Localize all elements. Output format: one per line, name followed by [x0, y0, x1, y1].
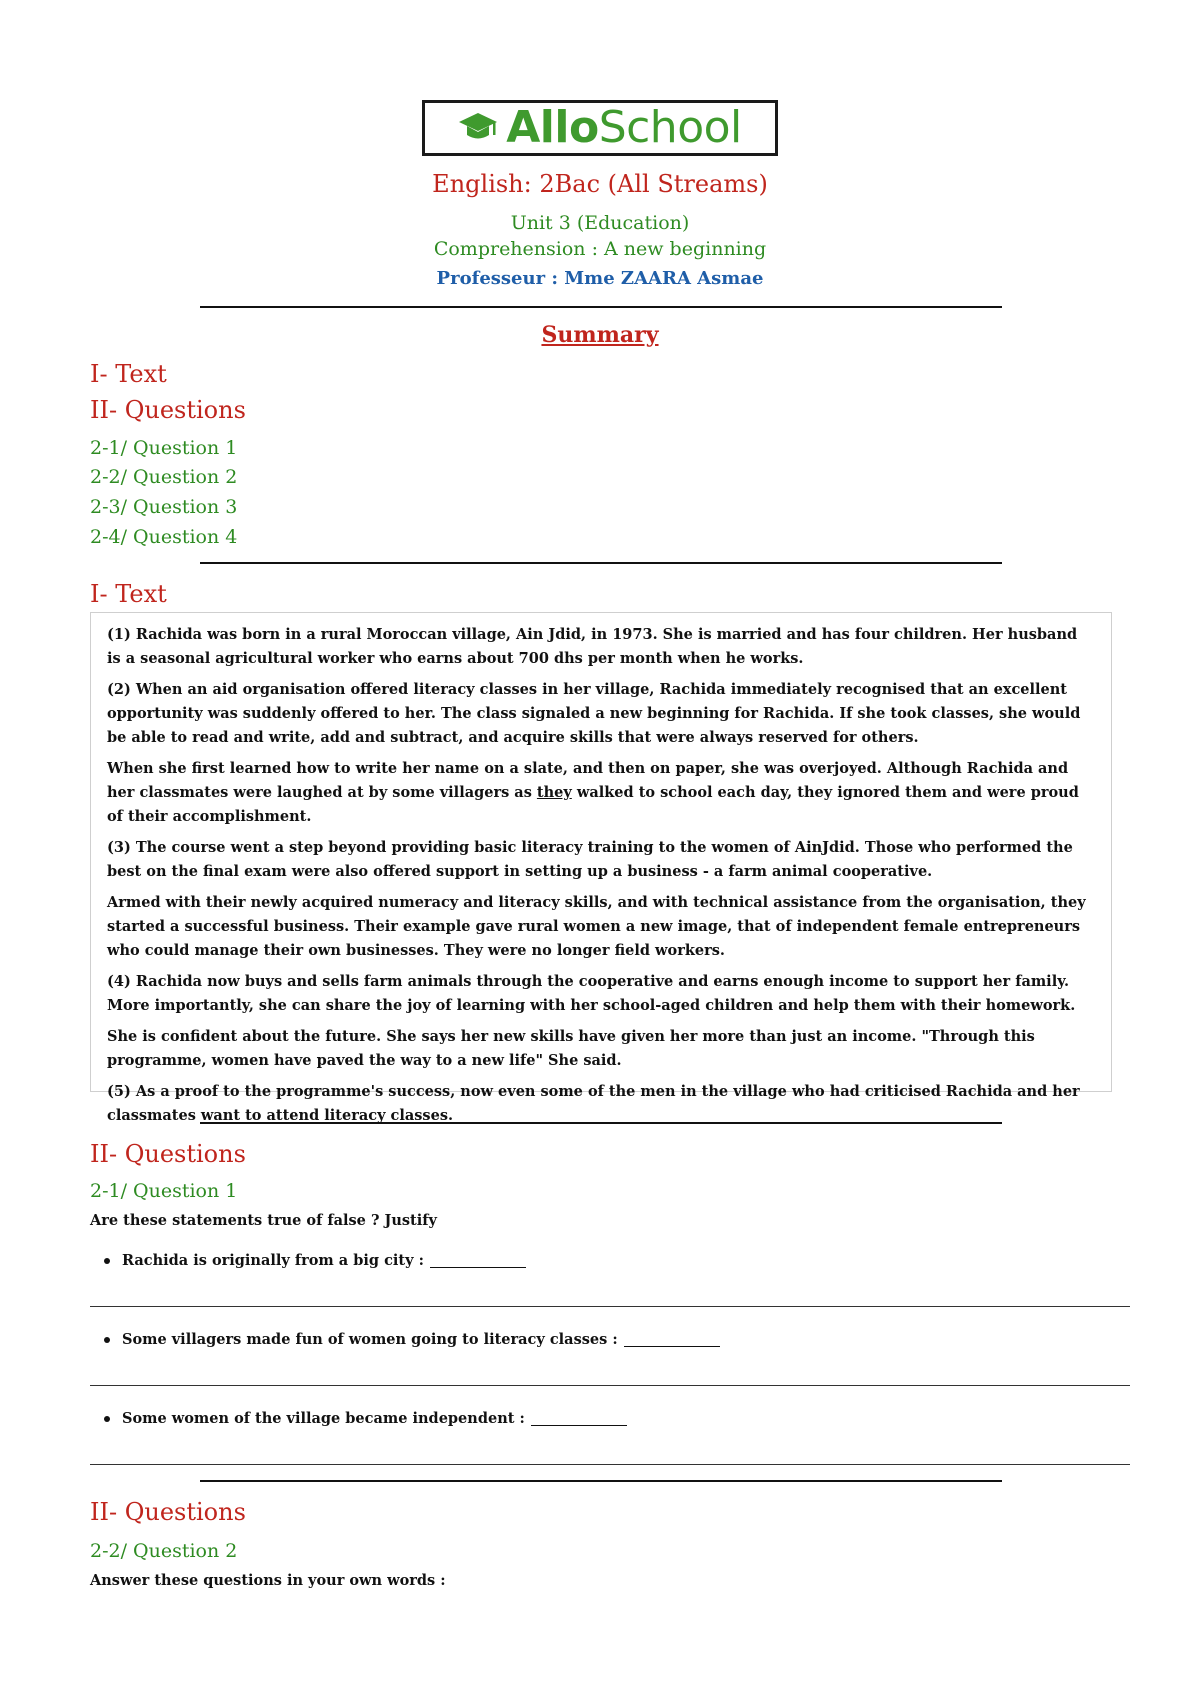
alloschool-logo[interactable] — [422, 100, 778, 156]
professor-label: Professeur : Mme ZAARA Asmae — [436, 268, 764, 289]
bullet-dot — [104, 1258, 110, 1264]
question-1-heading: 2-1/ Question 1 — [90, 1180, 238, 1202]
summary-item-question-4[interactable]: 2-4/ Question 4 — [90, 526, 238, 548]
question-1-instruction: Are these statements true of false ? Justify — [90, 1212, 437, 1229]
summary-divider — [200, 562, 1002, 564]
summary-item-question-2[interactable]: 2-2/ Question 2 — [90, 466, 238, 488]
logo-text-bold: Allo — [506, 102, 599, 153]
reading-text-box — [90, 612, 1112, 1124]
summary-item-questions[interactable]: II- Questions — [90, 396, 246, 424]
unit-label: Unit 3 (Education) — [510, 212, 690, 234]
statement-2 — [104, 1331, 720, 1348]
text-divider — [200, 1122, 1002, 1124]
summary-item-question-3[interactable]: 2-3/ Question 3 — [90, 496, 238, 518]
questions-2-heading: II- Questions — [90, 1498, 246, 1526]
answer-blank-2[interactable] — [624, 1332, 720, 1347]
answer-line-3[interactable] — [90, 1464, 1130, 1465]
paragraph-5: Armed with their newly acquired numeracy and literacy skills, and with technical assistance from the organisation, they started a successful business. Their example gave rural women a new image, that of independent female entrepreneurs who could manage their own businesses. They were no longer field workers. — [107, 894, 1086, 959]
statement-2-text: Some villagers made fun of women going to literacy classes : — [122, 1331, 618, 1348]
bullet-dot — [104, 1416, 110, 1422]
paragraph-1: (1) Rachida was born in a rural Moroccan village, Ain Jdid, in 1973. She is married and has four children. Her husband is a seasonal agricultural worker who earns about 700 dhs per month when he works. — [107, 626, 1078, 667]
paragraph-7: She is confident about the future. She says her new skills have given her more than just an income. "Through this programme, women have paved the way to a new life" She said. — [107, 1028, 1035, 1069]
statement-3-text: Some women of the village became independent : — [122, 1410, 525, 1427]
text-section-heading: I- Text — [90, 580, 167, 608]
summary-heading: Summary — [541, 322, 659, 348]
summary-item-question-1[interactable]: 2-1/ Question 1 — [90, 437, 238, 459]
answer-line-2[interactable] — [90, 1385, 1130, 1386]
bullet-dot — [104, 1337, 110, 1343]
statement-3 — [104, 1410, 627, 1427]
comprehension-label: Comprehension : A new beginning — [433, 238, 767, 260]
paragraph-8: (5) As a proof to the programme's success, now even some of the men in the village who had criticised Rachida and her classmates want to attend literacy classes. — [107, 1083, 1080, 1124]
underlined-word: they — [536, 784, 572, 801]
paragraph-2: (2) When an aid organisation offered literacy classes in her village, Rachida immediately recognised that an excellent opportunity was suddenly offered to her. The class signaled a new beginning for Rachida. If she took classes, she would be able to read and write, add and subtract, and acquire skills that were always reserved for others. — [107, 681, 1081, 746]
summary-item-text[interactable]: I- Text — [90, 360, 167, 388]
header-divider — [200, 306, 1002, 308]
question-2-instruction: Answer these questions in your own words : — [90, 1572, 446, 1589]
statement-1 — [104, 1252, 526, 1269]
paragraph-4: (3) The course went a step beyond providing basic literacy training to the women of AinJdid. Those who performed the best on the final exam were also offered support in setting up a business - a farm animal cooperative. — [107, 839, 1073, 880]
questions-divider — [200, 1480, 1002, 1482]
answer-blank-1[interactable] — [430, 1253, 526, 1268]
paragraph-6: (4) Rachida now buys and sells farm animals through the cooperative and earns enough income to support her family. More importantly, she can share the joy of learning with her school-aged children and help them with their homework. — [107, 973, 1076, 1014]
paragraph-3 — [107, 757, 1095, 829]
paragraph-3-part-2: walked to school each day, they ignored them and were proud of their accomplishment. — [107, 784, 1079, 825]
answer-line-1[interactable] — [90, 1306, 1130, 1307]
questions-heading: II- Questions — [90, 1140, 246, 1168]
graduation-cap-icon — [458, 111, 498, 145]
logo-text-regular: School — [598, 102, 742, 153]
statement-1-text: Rachida is originally from a big city : — [122, 1252, 424, 1269]
document-title: English: 2Bac (All Streams) — [432, 170, 768, 198]
answer-blank-3[interactable] — [531, 1411, 627, 1426]
logo-text — [506, 103, 742, 153]
paragraph-3-part-1: When she first learned how to write her name on a slate, and then on paper, she was overjoyed. Although Rachida and her classmates were laughed at by some villagers as — [107, 760, 1069, 801]
question-2-heading: 2-2/ Question 2 — [90, 1540, 238, 1562]
